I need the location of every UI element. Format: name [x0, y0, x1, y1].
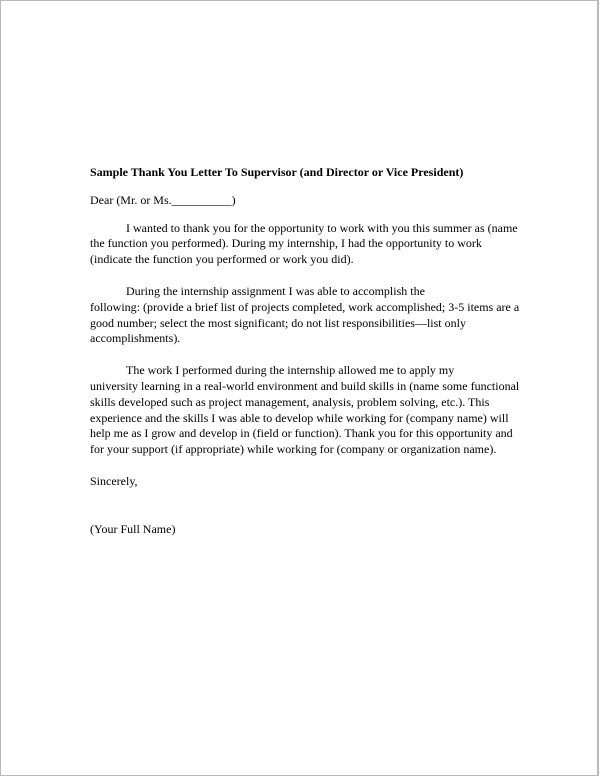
- paragraph-3-line: for your support (if appropriate) while working for (company or organization name).: [90, 442, 497, 457]
- letter-body: [90, 165, 520, 538]
- letter-heading: Sample Thank You Letter To Supervisor (and Director or Vice President): [90, 165, 464, 179]
- paragraph-3-line: The work I performed during the internship allowed me to apply my: [126, 363, 455, 378]
- paragraph-1-line: (indicate the function you performed or work you did).: [90, 252, 354, 267]
- paragraph-2-line: During the internship assignment I was able to accomplish the: [126, 283, 425, 298]
- paragraph-3: [90, 363, 520, 458]
- salutation: Dear (Mr. or Ms.__________): [90, 192, 236, 207]
- paragraph-1: [90, 221, 520, 268]
- paragraph-2-line: good number; select the most significant; do not list responsibilities—list only: [90, 315, 466, 330]
- paragraph-2: [90, 284, 520, 347]
- paragraph-2-line: following: (provide a brief list of projects completed, work accomplished; 3-5 items are a: [90, 299, 520, 314]
- paragraph-3-line: experience and the skills I was able to develop while working for (company name) will: [90, 410, 509, 425]
- signature-placeholder: (Your Full Name): [90, 521, 176, 536]
- paragraph-1-line: the function you performed). During my internship, I had the opportunity to work: [90, 236, 482, 251]
- paragraph-1-line: I wanted to thank you for the opportunity to work with you this summer as (name: [126, 220, 518, 235]
- closing: Sincerely,: [90, 473, 138, 488]
- paragraph-3-line: skills developed such as project management, analysis, problem solving, etc.). This: [90, 394, 490, 409]
- paragraph-3-line: help me as I grow and develop in (field or function). Thank you for this opportunity and: [90, 426, 513, 441]
- paragraph-2-line: accomplishments).: [90, 331, 181, 346]
- paragraph-3-line: university learning in a real-world environment and build skills in (name some functional: [90, 378, 520, 393]
